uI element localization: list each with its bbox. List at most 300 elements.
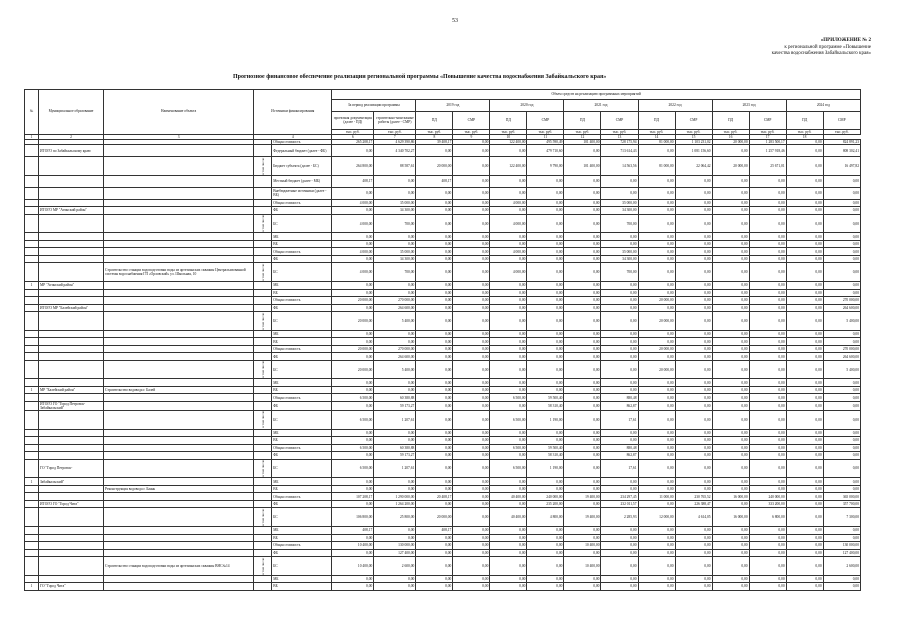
value-cell: 107 208,17 [332, 493, 374, 501]
value-cell: 0,00 [564, 304, 601, 312]
source-cell: ФБ [272, 304, 332, 312]
value-cell: 0,00 [823, 444, 860, 452]
value-cell: 0,00 [416, 282, 453, 290]
value-cell: 0,00 [786, 444, 823, 452]
value-cell: 0,00 [786, 255, 823, 263]
value-cell: 0,00 [527, 338, 564, 346]
value-cell: 0,00 [564, 338, 601, 346]
value-cell: 0,00 [564, 401, 601, 410]
incl-label [254, 527, 272, 535]
value-cell: 0,00 [749, 459, 786, 478]
municipality-cell: ИТОГО МР "Балейский район" [39, 304, 104, 312]
column-number: 7 [374, 135, 416, 140]
value-cell: 1 290 000,00 [374, 493, 416, 501]
header-pd: ПД [564, 112, 601, 130]
value-cell: 0,00 [675, 297, 712, 305]
header-volume: Объем средств на реализацию программных мероприятий [332, 90, 861, 100]
header-pd: ПД [786, 112, 823, 130]
header-construction: строительно-монтажные работы (далее - СМР) [374, 112, 416, 130]
value-cell: 0,00 [712, 437, 749, 445]
value-cell: 0,00 [712, 214, 749, 233]
value-cell: 264 600,00 [823, 304, 860, 312]
source-cell: Общая стоимость [272, 493, 332, 501]
value-cell: 17,61 [601, 459, 638, 478]
value-cell: 0,00 [453, 379, 490, 387]
source-cell: МБ [272, 282, 332, 290]
financing-table [24, 89, 861, 591]
municipality-cell: ИТОГО МР "Агинский район" [39, 207, 104, 215]
value-cell: 0,00 [786, 478, 823, 486]
value-cell: 0,00 [332, 255, 374, 263]
value-cell: 59 173,27 [374, 452, 416, 460]
value-cell: 35 000,00 [374, 199, 416, 207]
municipality-cell [39, 493, 104, 501]
incl-label [254, 140, 272, 145]
value-cell: 0,00 [490, 360, 527, 379]
header-year: 2023 год [712, 100, 786, 112]
value-cell: 0,00 [601, 330, 638, 338]
column-number: 3 [104, 135, 254, 140]
value-cell: 0,00 [675, 437, 712, 445]
value-cell: 0,00 [527, 549, 564, 557]
row-number [25, 459, 39, 478]
value-cell: 0,00 [332, 187, 374, 199]
value-cell: 0,00 [374, 282, 416, 290]
value-cell: 700,00 [601, 214, 638, 233]
value-cell: 408,17 [416, 527, 453, 535]
value-cell: 0,00 [332, 282, 374, 290]
value-cell: 0,00 [527, 478, 564, 486]
value-cell: 0,00 [712, 527, 749, 535]
value-cell: 10 400,00 [564, 557, 601, 576]
value-cell: 6 500,00 [490, 444, 527, 452]
value-cell: 0,00 [712, 289, 749, 297]
column-number: 2 [39, 135, 104, 140]
value-cell: 0,00 [453, 140, 490, 145]
value-cell: 0,00 [675, 338, 712, 346]
object-cell [104, 345, 254, 353]
value-cell: 35 000,00 [601, 248, 638, 256]
value-cell: 5 400,00 [823, 360, 860, 379]
value-cell: 0,00 [416, 297, 453, 305]
value-cell: 0,00 [638, 255, 675, 263]
value-cell: 0,00 [332, 500, 374, 508]
source-cell: Общая стоимость [272, 542, 332, 550]
value-cell: 0,00 [712, 312, 749, 331]
table-row [25, 542, 861, 550]
value-cell: 4 000,00 [332, 263, 374, 282]
source-cell: Местный бюджет (далее - МБ) [272, 175, 332, 187]
value-cell: 0,00 [416, 360, 453, 379]
value-cell: 0,00 [638, 289, 675, 297]
value-cell: 0,00 [490, 500, 527, 508]
value-cell: 0,00 [332, 534, 374, 542]
row-number [25, 527, 39, 535]
value-cell: 0,00 [749, 248, 786, 256]
value-cell: 0,00 [453, 353, 490, 361]
source-cell: ВБ [272, 437, 332, 445]
value-cell: 0,00 [453, 583, 490, 591]
header-year: 2019 год [416, 100, 490, 112]
value-cell: 0,00 [527, 534, 564, 542]
object-cell [104, 459, 254, 478]
object-cell [104, 312, 254, 331]
incl-label [254, 429, 272, 437]
value-cell: 0,00 [527, 255, 564, 263]
value-cell: 0,00 [638, 214, 675, 233]
value-cell: 0,00 [786, 345, 823, 353]
value-cell: 0,00 [712, 500, 749, 508]
row-number [25, 297, 39, 305]
value-cell: 0,00 [416, 379, 453, 387]
municipality-cell [39, 255, 104, 263]
object-cell [104, 394, 254, 402]
value-cell: 0,00 [527, 297, 564, 305]
value-cell: 25 671,01 [749, 157, 786, 176]
value-cell: 0,00 [638, 207, 675, 215]
value-cell: 122 400,00 [490, 157, 527, 176]
table-row [25, 459, 861, 478]
value-cell: 0,00 [332, 379, 374, 387]
object-cell [104, 157, 254, 176]
object-cell: Строительство станции водоподготовки воды из артезианских скважин Центральизованной системы водоснабжения ГП «Орловский» ул. Школьная, 10 [104, 263, 254, 282]
value-cell: 4 629 390,86 [374, 140, 416, 145]
municipality-cell [39, 534, 104, 542]
value-cell: 0,00 [453, 459, 490, 478]
object-cell: Реконструкция водовода г. Баянь [104, 485, 254, 493]
value-cell: 0,00 [490, 338, 527, 346]
value-cell: 40 400,00 [490, 493, 527, 501]
value-cell: 39 408,17 [416, 140, 453, 145]
municipality-cell: ГО "Город Чита" [39, 583, 104, 591]
unit-cell: тыс. руб. [675, 130, 712, 135]
value-cell: 0,00 [823, 233, 860, 241]
incl-label [254, 240, 272, 248]
value-cell: 0,00 [712, 330, 749, 338]
value-cell: 0,00 [416, 444, 453, 452]
object-cell [104, 542, 254, 550]
municipality-cell: ИТОГО по Забайкальскому краю [39, 145, 104, 157]
appendix-title: «ПРИЛОЖЕНИЕ № 2 [820, 38, 871, 43]
value-cell: 0,00 [453, 214, 490, 233]
column-number: 1 [25, 135, 39, 140]
value-cell: 0,00 [638, 478, 675, 486]
value-cell: 0,00 [527, 353, 564, 361]
value-cell: 0,00 [601, 304, 638, 312]
table-row [25, 500, 861, 508]
value-cell: 0,00 [564, 263, 601, 282]
value-cell: 0,00 [374, 437, 416, 445]
incl-label [254, 282, 272, 290]
value-cell: 0,00 [490, 485, 527, 493]
value-cell: 0,00 [823, 199, 860, 207]
page-number: 53 [452, 18, 458, 24]
value-cell: 0,00 [527, 304, 564, 312]
value-cell: 0,00 [453, 401, 490, 410]
value-cell: 20 000,00 [712, 157, 749, 176]
value-cell: 0,00 [374, 233, 416, 241]
value-cell: 0,00 [638, 549, 675, 557]
table-row [25, 282, 861, 290]
value-cell: 0,00 [712, 282, 749, 290]
table-row [25, 263, 861, 282]
value-cell: 700,00 [374, 263, 416, 282]
value-cell: 0,00 [416, 255, 453, 263]
municipality-cell: МР "Агинский район" [39, 282, 104, 290]
table-row [25, 444, 861, 452]
incl-label: в том числе: [254, 410, 272, 429]
table-row [25, 312, 861, 331]
object-cell: Строительство водовода г. Балей [104, 386, 254, 394]
table-row [25, 157, 861, 176]
value-cell: 0,00 [675, 452, 712, 460]
value-cell: 0,00 [374, 527, 416, 535]
value-cell: 0,00 [564, 459, 601, 478]
object-cell [104, 429, 254, 437]
object-cell [104, 379, 254, 387]
row-number [25, 500, 39, 508]
value-cell: 0,00 [675, 233, 712, 241]
value-cell: 19 400,00 [564, 508, 601, 527]
value-cell: 0,00 [453, 452, 490, 460]
value-cell: 20 000,00 [638, 312, 675, 331]
value-cell: 0,00 [527, 527, 564, 535]
value-cell: 0,00 [638, 542, 675, 550]
value-cell: 0,00 [675, 557, 712, 576]
value-cell: 0,00 [453, 207, 490, 215]
value-cell: 0,00 [374, 175, 416, 187]
table-row [25, 214, 861, 233]
value-cell: 0,00 [638, 500, 675, 508]
row-number [25, 345, 39, 353]
value-cell: 6 500,00 [490, 394, 527, 402]
value-cell: 0,00 [453, 263, 490, 282]
value-cell: 0,00 [601, 282, 638, 290]
value-cell: 0,00 [823, 379, 860, 387]
header-smr: СМР [823, 112, 860, 130]
value-cell: 0,00 [332, 207, 374, 215]
column-number: 17 [749, 135, 786, 140]
table-row [25, 207, 861, 215]
value-cell: 0,00 [712, 240, 749, 248]
value-cell: 9 790,00 [527, 157, 564, 176]
value-cell: 0,00 [786, 187, 823, 199]
value-cell: 0,00 [601, 527, 638, 535]
value-cell: 0,00 [675, 248, 712, 256]
incl-label: в том числе: [254, 214, 272, 233]
table-row [25, 575, 861, 583]
value-cell: 0,00 [416, 478, 453, 486]
value-cell: 0,00 [416, 353, 453, 361]
value-cell: 0,00 [823, 583, 860, 591]
row-number [25, 575, 39, 583]
value-cell: 0,00 [712, 175, 749, 187]
municipality-cell [39, 410, 104, 429]
row-number [25, 429, 39, 437]
value-cell: 0,00 [564, 410, 601, 429]
column-number: 12 [564, 135, 601, 140]
value-cell: 0,00 [675, 478, 712, 486]
value-cell: 0,00 [416, 312, 453, 331]
unit-cell: тыс. руб. [638, 130, 675, 135]
row-number [25, 353, 39, 361]
value-cell: 0,00 [675, 583, 712, 591]
municipality-cell [39, 157, 104, 176]
value-cell: 122 400,00 [490, 140, 527, 145]
value-cell: 0,00 [564, 330, 601, 338]
incl-label: в том числе: [254, 557, 272, 576]
value-cell: 20 000,00 [332, 297, 374, 305]
value-cell: 0,00 [490, 401, 527, 410]
value-cell: 0,00 [712, 199, 749, 207]
value-cell: 19 400,00 [564, 493, 601, 501]
value-cell: 0,00 [749, 386, 786, 394]
value-cell: 0,00 [675, 429, 712, 437]
incl-label [254, 255, 272, 263]
value-cell: 0,00 [712, 379, 749, 387]
value-cell: 0,00 [490, 534, 527, 542]
value-cell: 0,00 [638, 263, 675, 282]
value-cell: 0,00 [416, 263, 453, 282]
header-municipality: Муниципальное образование [39, 90, 104, 135]
value-cell: 2 600,00 [823, 557, 860, 576]
value-cell: 408,17 [332, 175, 374, 187]
value-cell: 0,00 [786, 312, 823, 331]
value-cell: 0,00 [527, 437, 564, 445]
value-cell: 0,00 [786, 429, 823, 437]
value-cell: 0,00 [564, 379, 601, 387]
value-cell: 240 000,00 [749, 493, 786, 501]
value-cell: 0,00 [601, 360, 638, 379]
value-cell: 0,00 [601, 557, 638, 576]
value-cell: 0,00 [564, 452, 601, 460]
incl-label [254, 297, 272, 305]
municipality-cell [39, 338, 104, 346]
value-cell: 0,00 [786, 452, 823, 460]
value-cell: 0,00 [675, 175, 712, 187]
value-cell: 0,00 [749, 330, 786, 338]
value-cell: 0,00 [490, 527, 527, 535]
row-number [25, 233, 39, 241]
column-number: 8 [416, 135, 453, 140]
value-cell: 0,00 [749, 452, 786, 460]
value-cell: 0,00 [453, 500, 490, 508]
value-cell: 0,00 [749, 444, 786, 452]
value-cell: 88 587,61 [374, 157, 416, 176]
value-cell: 0,00 [786, 145, 823, 157]
object-cell [104, 248, 254, 256]
value-cell: 495 590,49 [527, 140, 564, 145]
value-cell: 1 103 231,02 [675, 140, 712, 145]
value-cell: 10 400,00 [332, 557, 374, 576]
value-cell: 0,00 [675, 394, 712, 402]
value-cell: 0,00 [786, 508, 823, 527]
object-cell [104, 478, 254, 486]
municipality-cell: ИТОГО ГО "Город Петровск-Забайкальский" [39, 401, 104, 410]
value-cell: 0,00 [749, 312, 786, 331]
row-number [25, 360, 39, 379]
value-cell: 0,00 [453, 330, 490, 338]
value-cell: 408,17 [332, 527, 374, 535]
value-cell: 0,00 [490, 255, 527, 263]
value-cell: 0,00 [490, 345, 527, 353]
incl-label [254, 542, 272, 550]
row-number [25, 534, 39, 542]
appendix-note [651, 38, 871, 58]
value-cell: 0,00 [453, 312, 490, 331]
value-cell: 0,00 [786, 485, 823, 493]
table-row [25, 187, 861, 199]
row-number [25, 401, 39, 410]
value-cell: 0,00 [490, 575, 527, 583]
value-cell: 0,00 [374, 187, 416, 199]
value-cell: 0,00 [527, 282, 564, 290]
value-cell: 0,00 [490, 187, 527, 199]
value-cell: 0,00 [416, 401, 453, 410]
value-cell: 0,00 [786, 263, 823, 282]
municipality-cell: ГО "Город Петровск- [39, 459, 104, 478]
value-cell: 0,00 [564, 199, 601, 207]
row-number [25, 207, 39, 215]
value-cell: 0,00 [786, 410, 823, 429]
value-cell: 35 000,00 [601, 199, 638, 207]
value-cell: 0,00 [749, 297, 786, 305]
value-cell: 0,00 [601, 233, 638, 241]
value-cell: 0,00 [490, 429, 527, 437]
column-number: 4 [254, 135, 332, 140]
value-cell: 0,00 [786, 557, 823, 576]
source-cell: МБ [272, 527, 332, 535]
value-cell: 0,00 [712, 338, 749, 346]
value-cell: 0,00 [675, 360, 712, 379]
value-cell: 0,00 [490, 379, 527, 387]
value-cell: 0,00 [675, 330, 712, 338]
value-cell: 0,00 [601, 542, 638, 550]
row-number: 1 [25, 386, 39, 394]
value-cell: 0,00 [712, 534, 749, 542]
value-cell: 0,00 [712, 549, 749, 557]
document-title: Прогнозное финансовое обеспечение реализации региональной программы «Повышение качества водоснабжения Забайкальского края» [233, 74, 607, 80]
unit-cell: тыс. руб. [416, 130, 453, 135]
value-cell: 0,00 [490, 282, 527, 290]
incl-label [254, 452, 272, 460]
value-cell: 0,00 [823, 437, 860, 445]
value-cell: 17,61 [601, 410, 638, 429]
value-cell: 0,00 [453, 233, 490, 241]
value-cell: 0,00 [749, 240, 786, 248]
header-num: № [25, 90, 39, 135]
value-cell: 0,00 [638, 199, 675, 207]
value-cell: 0,00 [453, 255, 490, 263]
value-cell: 264 600,00 [374, 304, 416, 312]
object-cell [104, 493, 254, 501]
value-cell: 0,00 [332, 304, 374, 312]
value-cell: 0,00 [453, 345, 490, 353]
value-cell: 0,00 [786, 583, 823, 591]
header-year: 2024 год [786, 100, 860, 112]
value-cell: 0,00 [638, 240, 675, 248]
row-number [25, 289, 39, 297]
unit-cell: тыс. руб. [527, 130, 564, 135]
value-cell: 0,00 [527, 345, 564, 353]
municipality-cell: МР "Балейский район" [39, 386, 104, 394]
value-cell: 1 257 918,46 [749, 145, 786, 157]
value-cell: 0,00 [823, 214, 860, 233]
value-cell: 0,00 [749, 549, 786, 557]
source-cell: ФБ [272, 255, 332, 263]
row-number [25, 304, 39, 312]
source-cell: ФБ [272, 353, 332, 361]
